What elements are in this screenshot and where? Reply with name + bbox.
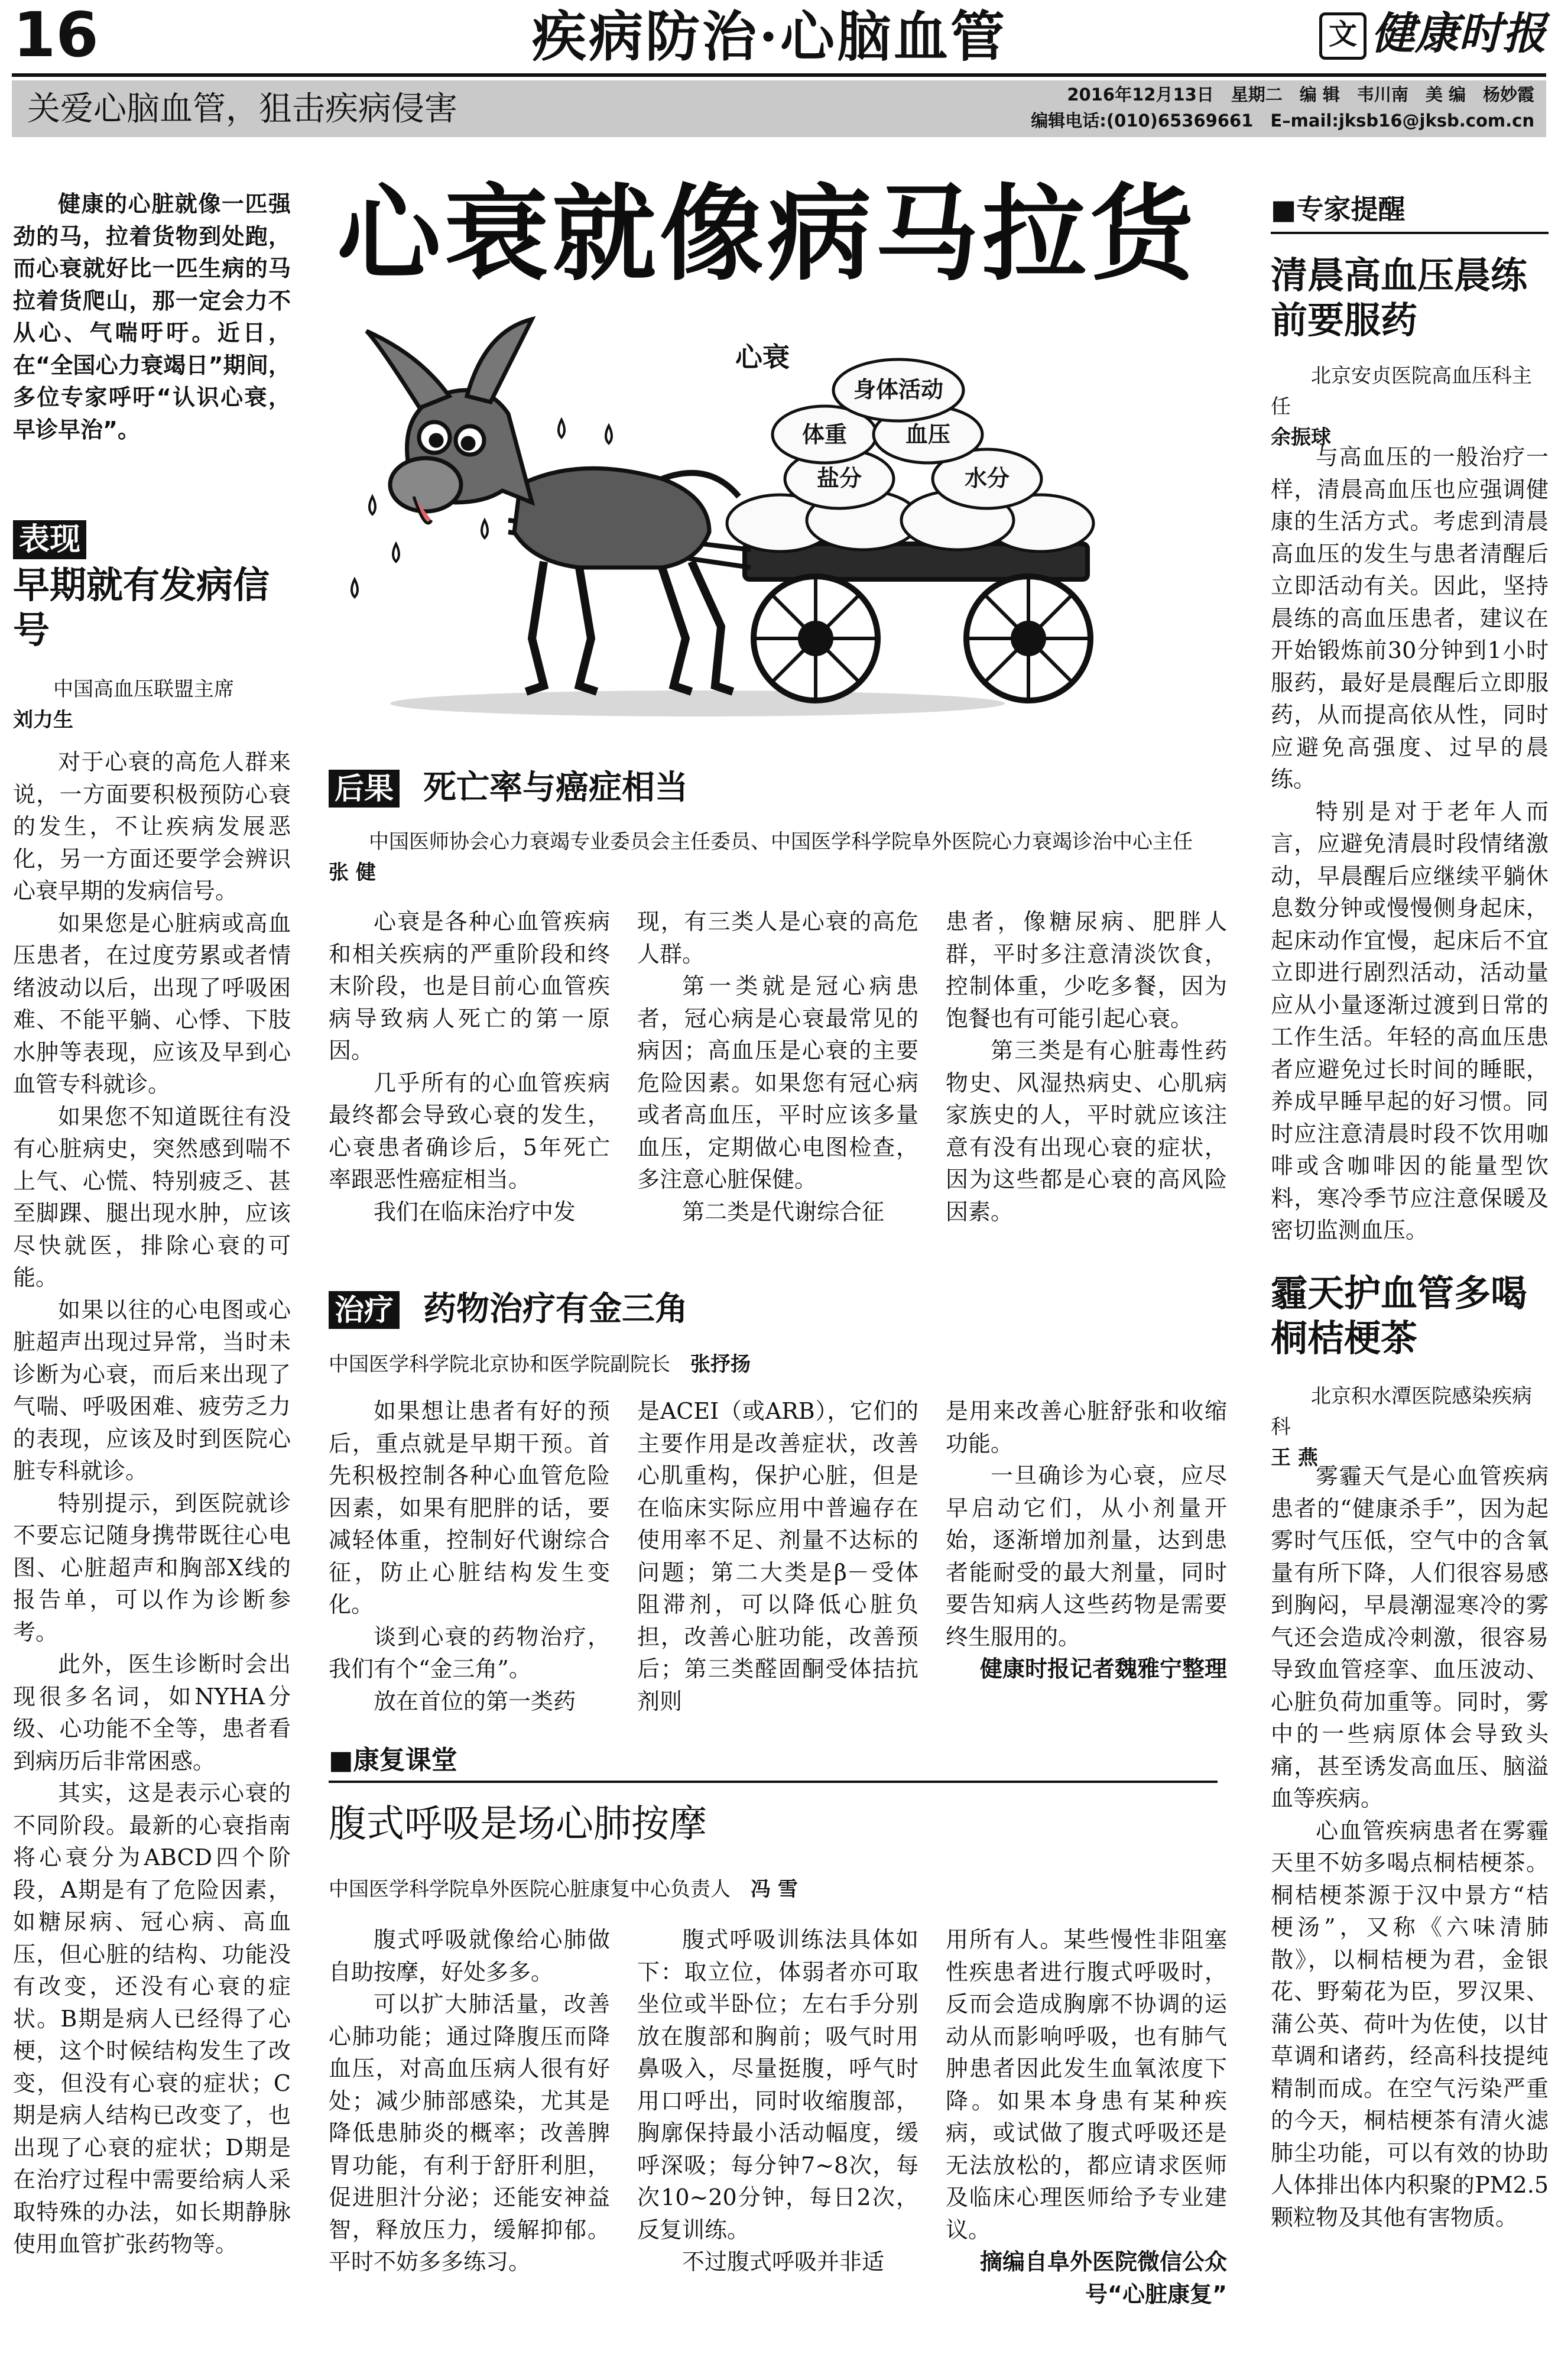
text-column <box>946 1395 1227 1685</box>
byline-org: 中国医学科学院阜外医院心脏康复中心负责人 <box>329 1878 731 1901</box>
paragraph: 如果以往的心电图或心脏超声出现过异常，当时未诊断为心衰，而后来出现了气喘、呼吸困难、疲劳乏力的表现，应该及时到医院心脏专科就诊。 <box>13 1296 291 1484</box>
byline-name: 刘力生 <box>13 708 73 732</box>
sack-label: 水分 <box>964 465 1010 491</box>
expert-tips-rule <box>1271 232 1549 234</box>
section-title: 疾病防治·心脑血管 <box>532 5 1008 69</box>
newspaper-logo <box>1319 7 1546 60</box>
paragraph: 用所有人。某些慢性非阻塞性疾患者进行腹式呼吸时，反而会造成胸廓不协调的运动从而影响呼吸，也有肺气肿患者因此发生血氧浓度下降。如果本身患有某种疾病，或试做了腹式呼吸还是无法放松的，都应请求医师及临床心理医师给予专业建议。 <box>946 1927 1227 2243</box>
text-column <box>637 1924 918 2278</box>
paragraph: 几乎所有的心血管疾病最终都会导致心衰的发生，心衰患者确诊后，5年死亡率跟恶性癌症相当。 <box>329 1069 610 1192</box>
section2-tag <box>329 1291 400 1329</box>
paragraph: 如果您不知道既往有没有心脏病史，突然感到喘不上气、心慌、特别疲乏、甚至脚踝、腿出现水肿，应该尽快就医，排除心衰的可能。 <box>13 1103 291 1290</box>
section3-body <box>329 1924 1227 2337</box>
left-article-byline <box>13 674 291 735</box>
section1-headline: 死亡率与癌症相当 <box>423 769 688 807</box>
byline-org: 中国医师协会心力衰竭专业委员会主任委员、中国医学科学院阜外医院心力衰竭诊治中心主任 <box>369 830 1193 854</box>
paragraph: 是ACEI（或ARB），它们的主要作用是改善症状，改善心肌重构，保护心脏，但是在临床实际应用中普遍存在使用率不足、剂量不达标的问题；第二大类是β－受体阻滞剂，可以降低心脏负担，改善心脏功能，改善预后；第三类醛固酮受体拮抗剂则 <box>637 1398 918 1714</box>
left-article-headline: 早期就有发病信号 <box>13 563 270 651</box>
header-rule <box>12 73 1546 77</box>
paragraph: 一旦确诊为心衰，应尽早启动它们，从小剂量开始，逐渐增加剂量，达到患者能耐受的最大剂量，同时要告知病人这些药物是需要终生服用的。 <box>946 1463 1227 1650</box>
text-column <box>637 1395 918 1717</box>
text-column <box>946 906 1227 1228</box>
section3-headline: 腹式呼吸是场心肺按摩 <box>329 1802 707 1846</box>
right-article1-headline: 清晨高血压晨练前要服药 <box>1271 254 1528 342</box>
paragraph: 其实，这是表示心衰的不同阶段。最新的心衰指南将心衰分为ABCD四个阶段，A期是有了危险因素，如糖尿病、冠心病、高血压，但心脏的结构、功能没有改变，还没有心衰的症状。B期是病人已经得了心梗，这个时候结构发生了改变，但没有心衰的症状；C期是病人结构已改变了，也出现了心衰的症状；D期是在治疗过程中需要给病人采取特殊的办法，如长期静脉使用血管扩张药物等。 <box>13 1780 291 2257</box>
right-article2-byline <box>1271 1381 1549 1473</box>
paragraph: 特别是对于老年人而言，应避免清晨时段情绪激动，早晨醒后应继续平躺休息数分钟或慢慢侧身起床，起床动作宜慢，起床后不宜立即进行剧烈活动，活动量应从小量逐渐过渡到日常的工作生活。年轻的高血压患者应避免过长时间的睡眠，养成早睡早起的好习惯。同时应注意清晨时段不饮用咖啡或含咖啡因的能量型饮料，寒冷季节应注意保暖及密切监测血压。 <box>1271 798 1549 1243</box>
sack-label: 血压 <box>905 421 951 448</box>
text-column <box>946 1924 1227 2310</box>
paragraph: 现，有三类人是心衰的高危人群。 <box>637 909 918 967</box>
byline-org: 北京安贞医院高血压科主任 <box>1271 364 1532 419</box>
lead-text: 健康的心脏就像一匹强劲的马，拉着货物到处跑，而心衰就好比一匹生病的马拉着货爬山，那一定会力不从心、气喘吁吁。近日，在“全国心力衰竭日”期间，多位专家呼吁“认识心衰，早诊早治”。 <box>13 191 291 443</box>
paragraph: 特别提示，到医院就诊不要忘记随身携带既往心电图、心脏超声和胸部X线的报告单，可以作为诊断参考。 <box>13 1490 291 1645</box>
paragraph: 谈到心衰的药物治疗，我们有个“金三角”。 <box>329 1623 610 1682</box>
paragraph: 如果想让患者有好的预后，重点就是早期干预。首先积极控制各种心血管危险因素，如果有肥胖的话，要减轻体重，控制好代谢综合征，防止心脏结构发生变化。 <box>329 1398 610 1617</box>
paragraph: 如果您是心脏病或高血压患者，在过度劳累或者情绪波动以后，出现了呼吸困难、不能平躺、心悸、下肢水肿等表现，应该及早到心血管专科就诊。 <box>13 910 291 1097</box>
left-article-body <box>13 746 291 2261</box>
sack-label: 体重 <box>801 421 848 448</box>
sack-label: 身体活动 <box>853 377 944 403</box>
issue-meta-line2: 编辑电话:(010)65369661 E–mail:jksb16@jksb.com.cn <box>1031 111 1534 131</box>
page-number: 16 <box>13 0 99 71</box>
main-headline: 心衰就像病马拉货 <box>337 173 1198 295</box>
paragraph: 不过腹式呼吸并非适 <box>682 2249 885 2275</box>
paragraph: 腹式呼吸就像给心肺做自助按摩，好处多多。 <box>329 1927 610 1985</box>
tag-label: 后果 <box>329 770 400 808</box>
paragraph: 对于心衰的高危人群来说，一方面要积极预防心衰的发生，不让疾病发展恶化，另一方面还要学会辨识心衰早期的发病信号。 <box>13 749 291 904</box>
ground-shadow <box>390 690 1005 716</box>
right-article1-body <box>1271 441 1549 1247</box>
text-column <box>329 1924 610 2278</box>
byline-name: 余振球 <box>1271 426 1331 449</box>
right-article2-headline: 霾天护血管多喝桐桔梗茶 <box>1271 1272 1528 1360</box>
section2-byline <box>329 1349 1227 1380</box>
source-signoff: 摘编自阜外医院微信公众号“心脏康复” <box>979 2249 1227 2307</box>
expert-tips-label: ■专家提醒 <box>1271 193 1406 225</box>
paragraph: 我们在临床治疗中发 <box>374 1198 576 1225</box>
lead-paragraph <box>13 188 291 446</box>
paragraph: 放在首位的第一类药 <box>374 1688 576 1714</box>
paragraph: 是用来改善心脏舒张和收缩功能。 <box>946 1398 1227 1457</box>
paragraph: 心血管疾病患者在雾霾天里不妨多喝点桐桔梗茶。桐桔梗茶源于汉中景方“桔梗汤”，又称《六味清肺散》，以桐桔梗为君，金银花、野菊花为臣，罗汉果、蒲公英、荷叶为佐使，以甘草调和诸药，经高科技提纯精制而成。在空气污染严重的今天，桐桔梗茶有清火滤肺尘功能，可以有效的协助人体排出体内积聚的PM2.5颗粒物及其他有害物质。 <box>1271 1817 1549 2230</box>
section3-byline <box>329 1874 1227 1905</box>
section3-label: ■康复课堂 <box>329 1745 457 1775</box>
issue-meta-line1: 2016年12月13日 星期二 编 辑 韦川南 美 编 杨妙霞 <box>1067 85 1534 105</box>
section1-body <box>329 906 1227 1260</box>
byline-name: 冯 雪 <box>751 1878 798 1901</box>
byline-name: 张 健 <box>329 861 376 884</box>
section2-body <box>329 1395 1227 1726</box>
paragraph: 此外，医生诊断时会出现很多名词，如NYHA分级、心功能不全等，患者看到病历后非常困惑。 <box>13 1651 291 1774</box>
logo-mark-icon: 文 <box>1319 12 1367 60</box>
byline-org: 中国高血压联盟主席 <box>53 677 234 701</box>
horse-label: 心衰 <box>735 341 790 373</box>
paragraph: 第二类是代谢综合征 <box>682 1198 885 1225</box>
reporter-signoff: 健康时报记者魏雅宁整理 <box>979 1656 1227 1682</box>
sick-horse-cartoon <box>331 307 1229 733</box>
paragraph: 第三类是有心脏毒性药物史、风湿热病史、心肌病家族史的人，平时就应该注意有没有出现心衰的症状，因为这些都是心衰的高风险因素。 <box>946 1037 1227 1225</box>
sack-label: 盐分 <box>816 465 862 491</box>
byline-org: 中国医学科学院北京协和医学院副院长 <box>329 1353 670 1376</box>
left-article-tag <box>13 520 86 559</box>
logo-text: 健康时报 <box>1371 8 1546 59</box>
section1-byline <box>329 826 1227 888</box>
paragraph: 腹式呼吸训练法具体如下：取立位，体弱者亦可取坐位或半卧位；左右手分别放在腹部和胸前；吸气时用鼻吸入，尽量挺腹，呼气时用口呼出，同时收缩腹部，胸廓保持最小活动幅度，缓呼深吸；每分钟7~8次，每次10~20分钟，每日2次，反复训练。 <box>637 1927 918 2243</box>
paragraph: 心衰是各种心血管疾病和相关疾病的严重阶段和终末阶段，也是目前心血管疾病导致病人死亡的第一原因。 <box>329 909 610 1063</box>
horse-icon <box>366 319 739 692</box>
right-article2-body <box>1271 1460 1549 2233</box>
paragraph: 雾霾天气是心血管疾病患者的“健康杀手”，因为起雾时气压低，空气中的含氧量有所下降，人们很容易感到胸闷，早晨潮湿寒冷的雾气还会造成冷刺激，很容易导致血管痉挛、血压波动、心脏负荷加重等。同时，雾中的一些病原体会导致头痛，甚至诱发高血压、脑溢血等疾病。 <box>1271 1463 1549 1811</box>
byline-name: 王 燕 <box>1271 1446 1318 1470</box>
paragraph: 患者，像糖尿病、肥胖人群，平时多注意清淡饮食，控制体重，少吃多餐，因为饱餐也有可能引起心衰。 <box>946 909 1227 1032</box>
text-column <box>637 906 918 1228</box>
right-article1-byline <box>1271 361 1549 453</box>
section1-tag <box>329 770 400 808</box>
tag-label: 表现 <box>13 520 86 559</box>
byline-name: 张抒扬 <box>690 1353 751 1376</box>
paragraph: 第一类就是冠心病患者，冠心病是心衰最常见的病因；高血压是心衰的主要危险因素。如果您有冠心病或者高血压，平时应该多量血压，定期做心电图检查，多注意心脏保健。 <box>637 973 918 1192</box>
section3-rule <box>329 1781 1218 1783</box>
paragraph: 可以扩大肺活量，改善心肺功能；通过降腹压而降血压，对高血压病人很有好处；减少肺部感染，尤其是降低患肺炎的概率；改善脾胃功能，有利于舒肝利胆，促进胆汁分泌；还能安神益智，释放压力，缓解抑郁。平时不妨多多练习。 <box>329 1991 610 2275</box>
text-column <box>329 1395 610 1717</box>
paragraph: 与高血压的一般治疗一样，清晨高血压也应强调健康的生活方式。考虑到清晨高血压的发生与患者清醒后立即活动有关。因此，坚持晨练的高血压患者，建议在开始锻炼前30分钟到1小时服药，最好是晨醒后立即服药，从而提高依从性，同时应避免高强度、过早的晨练。 <box>1271 444 1549 792</box>
section2-headline: 药物治疗有金三角 <box>423 1290 688 1328</box>
tag-label: 治疗 <box>329 1291 400 1329</box>
byline-org: 北京积水潭医院感染疾病科 <box>1271 1384 1532 1439</box>
text-column <box>329 906 610 1228</box>
page-slogan: 关爱心脑血管，狙击疾病侵害 <box>27 90 457 128</box>
